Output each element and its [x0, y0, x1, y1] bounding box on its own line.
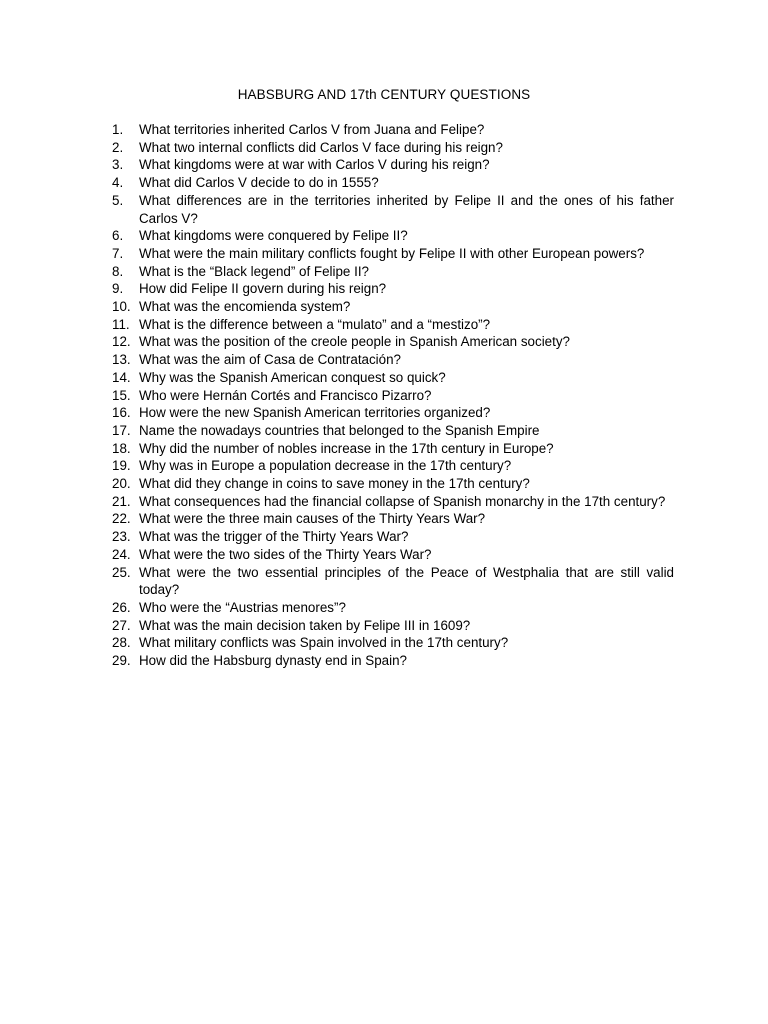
- question-number: 23.: [112, 529, 131, 545]
- question-item: [112, 457, 674, 475]
- question-item: [112, 298, 674, 316]
- question-number: 21.: [112, 493, 131, 509]
- question-number: 17.: [112, 422, 131, 438]
- question-number: 26.: [112, 599, 131, 615]
- question-number: 28.: [112, 635, 131, 651]
- question-number: 25.: [112, 564, 131, 580]
- question-text: What differences are in the territories inherited by Felipe II and the ones of his father Carlos V?: [139, 192, 674, 226]
- question-item: [112, 333, 674, 351]
- question-item: [112, 192, 674, 227]
- question-text: Why was the Spanish American conquest so quick?: [139, 369, 446, 385]
- question-number: 19.: [112, 458, 131, 474]
- question-text: What was the trigger of the Thirty Years War?: [139, 529, 409, 545]
- question-number: 16.: [112, 405, 131, 421]
- question-text: What was the main decision taken by Felipe III in 1609?: [139, 617, 471, 633]
- question-text: What kingdoms were at war with Carlos V during his reign?: [139, 157, 490, 173]
- question-text: What were the two essential principles of the Peace of Westphalia that are still valid today?: [139, 564, 674, 598]
- question-text: How did the Habsburg dynasty end in Spain?: [139, 653, 407, 669]
- question-text: What is the difference between a “mulato” and a “mestizo”?: [139, 316, 491, 332]
- question-item: [112, 156, 674, 174]
- question-item: [112, 528, 674, 546]
- question-number: 15.: [112, 387, 131, 403]
- question-item: [112, 634, 674, 652]
- question-number: 29.: [112, 653, 131, 669]
- question-text: What did Carlos V decide to do in 1555?: [139, 175, 379, 191]
- question-text: What were the two sides of the Thirty Years War?: [139, 546, 432, 562]
- question-number: 9.: [112, 281, 124, 297]
- question-number: 2.: [112, 139, 124, 155]
- question-text: What two internal conflicts did Carlos V face during his reign?: [139, 139, 503, 155]
- question-number: 11.: [112, 316, 130, 332]
- question-item: [112, 245, 674, 263]
- question-item: [112, 404, 674, 422]
- question-text: What military conflicts was Spain involved in the 17th century?: [139, 635, 509, 651]
- question-number: 18.: [112, 440, 131, 456]
- question-text: What were the three main causes of the Thirty Years War?: [139, 511, 486, 527]
- question-text: Who were the “Austrias menores”?: [139, 599, 346, 615]
- question-number: 5.: [112, 192, 124, 208]
- question-number: 7.: [112, 245, 124, 261]
- question-item: [112, 280, 674, 298]
- question-list: [112, 121, 674, 670]
- question-item: [112, 493, 674, 511]
- question-item: [112, 139, 674, 157]
- question-text: Why did the number of nobles increase in the 17th century in Europe?: [139, 440, 554, 456]
- question-text: What were the main military conflicts fought by Felipe II with other European powers?: [139, 245, 645, 261]
- question-item: [112, 174, 674, 192]
- document-title: HABSBURG AND 17th CENTURY QUESTIONS: [237, 87, 531, 102]
- question-text: Who were Hernán Cortés and Francisco Pizarro?: [139, 387, 432, 403]
- question-text: How did Felipe II govern during his reign?: [139, 281, 387, 297]
- question-number: 1.: [112, 122, 124, 137]
- question-item: [112, 546, 674, 564]
- question-text: What was the encomienda system?: [139, 299, 351, 315]
- question-text: What was the position of the creole people in Spanish American society?: [139, 334, 570, 350]
- question-item: [112, 564, 674, 599]
- question-item: [112, 617, 674, 635]
- question-text: What was the aim of Casa de Contratación?: [139, 352, 401, 368]
- question-number: 13.: [112, 352, 131, 368]
- question-item: [112, 510, 674, 528]
- question-number: 6.: [112, 228, 124, 244]
- question-number: 14.: [112, 369, 131, 385]
- question-number: 27.: [112, 617, 131, 633]
- question-item: [112, 227, 674, 245]
- question-text: What is the “Black legend” of Felipe II?: [139, 263, 369, 279]
- question-item: [112, 475, 674, 493]
- question-item: [112, 652, 674, 670]
- question-item: [112, 263, 674, 281]
- question-number: 3.: [112, 157, 124, 173]
- question-text: What kingdoms were conquered by Felipe II?: [139, 228, 408, 244]
- question-item: [112, 369, 674, 387]
- question-item: [112, 387, 674, 405]
- question-text: How were the new Spanish American territories organized?: [139, 405, 491, 421]
- question-item: [112, 351, 674, 369]
- question-item: [112, 316, 674, 334]
- question-number: 24.: [112, 546, 131, 562]
- question-number: 22.: [112, 511, 131, 527]
- question-text: What did they change in coins to save money in the 17th century?: [139, 476, 530, 492]
- question-item: [112, 440, 674, 458]
- question-number: 12.: [112, 334, 131, 350]
- question-item: [112, 422, 674, 440]
- question-text: What consequences had the financial collapse of Spanish monarchy in the 17th century?: [139, 493, 666, 509]
- question-text: Name the nowadays countries that belonged to the Spanish Empire: [139, 422, 540, 438]
- question-number: 4.: [112, 175, 124, 191]
- question-number: 20.: [112, 476, 131, 492]
- question-text: Why was in Europe a population decrease in the 17th century?: [139, 458, 512, 474]
- question-item: [112, 599, 674, 617]
- question-text: What territories inherited Carlos V from Juana and Felipe?: [139, 122, 485, 137]
- question-item: [112, 121, 674, 139]
- question-number: 8.: [112, 263, 124, 279]
- question-number: 10.: [112, 299, 131, 315]
